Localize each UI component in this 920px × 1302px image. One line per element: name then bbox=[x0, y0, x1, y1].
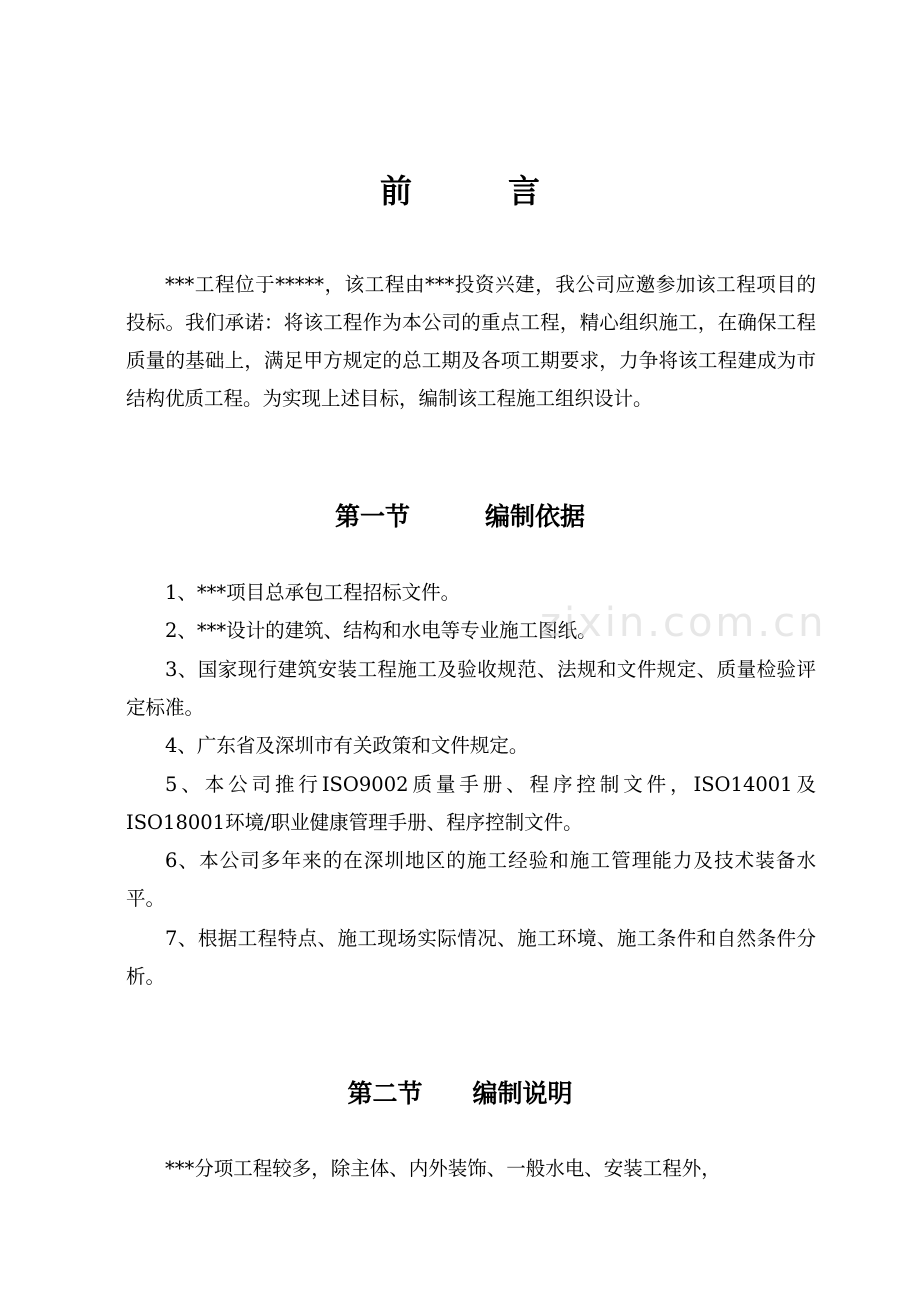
basis-item-4: 4、广东省及深圳市有关政策和文件规定。 bbox=[165, 734, 529, 757]
section1-title: 第一节 编制依据 bbox=[334, 502, 585, 531]
basis-item-6: 6、本公司多年来的在深圳地区的施工经验和施工管理能力及技术装备水平。 bbox=[126, 849, 816, 910]
intro-paragraph: ***工程位于*****，该工程由***投资兴建，我公司应邀参加该工程项目的投标。我们承诺：将该工程作为本公司的重点工程，精心组织施工，在确保工程质量的基础上，满足甲方规定的总工期及各项工期要求，力争将该工程建成为市结构优质工程。为实现上述目标，编制该工程施工组织设计。 bbox=[126, 273, 816, 410]
section2-paragraph: ***分项工程较多，除主体、内外装饰、一般水电、安装工程外， bbox=[165, 1157, 721, 1180]
basis-item-1: 1、***项目总承包工程招标文件。 bbox=[165, 581, 461, 604]
basis-item-7: 7、根据工程特点、施工现场实际情况、施工环境、施工条件和自然条件分析。 bbox=[126, 927, 816, 988]
basis-item-3: 3、国家现行建筑安装工程施工及验收规范、法规和文件规定、质量检验评定标准。 bbox=[126, 658, 816, 719]
basis-item-5: 5、本公司推行ISO9002质量手册、程序控制文件，ISO14001及ISO18001环境/职业健康管理手册、程序控制文件。 bbox=[126, 773, 816, 834]
watermark: zixin.com.cn bbox=[540, 600, 827, 646]
section2-title: 第二节 编制说明 bbox=[347, 1079, 573, 1108]
page-title: 前 言 bbox=[379, 172, 540, 210]
basis-item-2: 2、***设计的建筑、结构和水电等专业施工图纸。 bbox=[165, 619, 597, 642]
